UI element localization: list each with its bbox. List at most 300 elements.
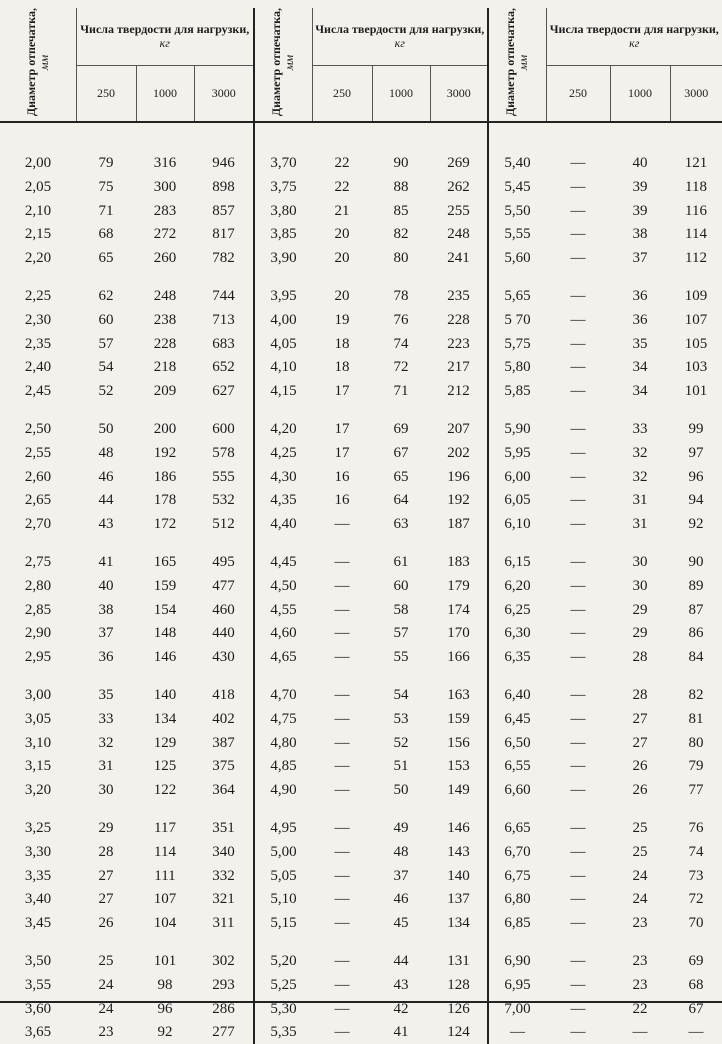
hardness-3000-cell: 418 bbox=[212, 686, 235, 703]
table-row bbox=[0, 911, 722, 935]
group-gap bbox=[0, 802, 722, 816]
hardness-1000-cell: 96 bbox=[157, 1000, 173, 1017]
load-3000-header: 3000 bbox=[670, 65, 722, 122]
diameter-cell: 5,40 bbox=[488, 151, 546, 175]
gap-cell bbox=[254, 935, 312, 949]
diameter-cell: 4,30 bbox=[254, 465, 312, 489]
hardness-1000-cell: 53 bbox=[393, 710, 409, 727]
gap-cell bbox=[546, 270, 610, 284]
rule-cell bbox=[312, 122, 372, 129]
diameter-cell: 6,75 bbox=[488, 864, 546, 888]
hardness-3000-cell: 187 bbox=[447, 516, 470, 533]
hardness-250-cell: 27 bbox=[98, 867, 114, 884]
hardness-250-cell: — bbox=[570, 1000, 586, 1017]
hardness-250-cell: 71 bbox=[98, 202, 114, 219]
diameter-cell: 2,15 bbox=[24, 226, 52, 243]
hardness-1000-cell: 218 bbox=[153, 359, 177, 376]
hardness-250-cell: 65 bbox=[98, 250, 114, 267]
gap-cell bbox=[488, 403, 546, 417]
hardness-1000-cell: 24 bbox=[632, 891, 648, 908]
hardness-3000-cell: 107 bbox=[684, 311, 708, 328]
hardness-3000-cell: 79 bbox=[688, 758, 704, 775]
hardness-3000-cell: — bbox=[688, 1024, 704, 1041]
hardness-1000-cell: 154 bbox=[153, 601, 177, 618]
hardness-250-cell: 20 bbox=[334, 288, 350, 305]
gap-cell bbox=[136, 669, 194, 683]
hardness-1000-cell: 200 bbox=[153, 421, 177, 438]
hardness-3000-cell: 103 bbox=[684, 359, 708, 376]
gap-cell bbox=[0, 536, 76, 550]
diameter-cell: 2,65 bbox=[24, 492, 52, 509]
hardness-3000-cell: 114 bbox=[685, 226, 707, 243]
hardness-3000-cell: 782 bbox=[212, 250, 235, 267]
table-row bbox=[0, 887, 722, 911]
gap-cell bbox=[76, 935, 136, 949]
gap-cell bbox=[546, 802, 610, 816]
diameter-cell: 4,60 bbox=[254, 622, 312, 646]
hardness-1000-cell: 74 bbox=[393, 335, 409, 352]
table-row bbox=[0, 308, 722, 332]
hardness-1000-cell: 49 bbox=[393, 819, 409, 836]
hardness-250-cell: — bbox=[334, 625, 350, 642]
spacer-cell bbox=[670, 129, 722, 151]
hardness-250-cell: 18 bbox=[334, 359, 350, 376]
hardness-1000-cell: 209 bbox=[153, 383, 177, 400]
hardness-250-cell: — bbox=[570, 976, 586, 993]
diameter-cell: 4,05 bbox=[254, 332, 312, 356]
hardness-1000-cell: 129 bbox=[153, 734, 177, 751]
gap-cell bbox=[372, 403, 430, 417]
diameter-cell: 2,30 bbox=[24, 311, 52, 328]
hardness-250-cell: 75 bbox=[98, 178, 114, 195]
hardness-3000-cell: 97 bbox=[688, 444, 704, 461]
diameter-cell: 6,90 bbox=[488, 949, 546, 973]
hardness-250-cell: 18 bbox=[334, 335, 350, 352]
hardness-3000-cell: 277 bbox=[212, 1024, 235, 1041]
diameter-cell: 4,20 bbox=[254, 417, 312, 441]
hardness-3000-cell: 156 bbox=[447, 734, 470, 751]
diameter-cell: 6,50 bbox=[488, 731, 546, 755]
rule-cell bbox=[136, 122, 194, 129]
diameter-cell: 6,05 bbox=[488, 489, 546, 513]
hardness-1000-cell: 23 bbox=[632, 915, 648, 932]
spacer-cell bbox=[194, 129, 254, 151]
rule-cell bbox=[0, 122, 76, 129]
spacer-cell bbox=[254, 129, 312, 151]
load-250-header: 250 bbox=[76, 65, 136, 122]
diameter-cell: 3,65 bbox=[24, 1024, 52, 1041]
hardness-1000-cell: 24 bbox=[632, 867, 648, 884]
hardness-3000-cell: 76 bbox=[688, 819, 704, 836]
group-gap bbox=[0, 669, 722, 683]
diameter-cell: 3,50 bbox=[24, 952, 52, 969]
hardness-250-cell: 20 bbox=[334, 250, 350, 267]
hardness-250-cell: 37 bbox=[98, 625, 114, 642]
diameter-cell: 5,00 bbox=[254, 840, 312, 864]
diameter-cell: 3,20 bbox=[24, 782, 52, 799]
hardness-3000-cell: 600 bbox=[212, 421, 235, 438]
gap-cell bbox=[670, 403, 722, 417]
hardness-250-cell: 43 bbox=[98, 516, 114, 533]
hardness-3000-cell: 118 bbox=[685, 178, 707, 195]
gap-cell bbox=[430, 270, 488, 284]
diameter-cell: 3,80 bbox=[254, 199, 312, 223]
hardness-1000-cell: 22 bbox=[632, 1000, 648, 1017]
hardness-250-cell: 68 bbox=[98, 226, 114, 243]
hardness-1000-cell: 28 bbox=[632, 649, 648, 666]
hardness-250-cell: — bbox=[570, 843, 586, 860]
hardness-1000-cell: 58 bbox=[393, 601, 409, 618]
hardness-1000-cell: 67 bbox=[393, 444, 409, 461]
hardness-3000-cell: 241 bbox=[447, 250, 470, 267]
hardness-250-cell: — bbox=[570, 444, 586, 461]
gap-cell bbox=[670, 270, 722, 284]
hardness-3000-cell: 713 bbox=[212, 311, 235, 328]
diameter-cell: 2,55 bbox=[24, 444, 52, 461]
load-250-header: 250 bbox=[312, 65, 372, 122]
hardness-250-cell: — bbox=[570, 758, 586, 775]
hardness-3000-cell: 126 bbox=[447, 1000, 470, 1017]
diameter-cell: 2,50 bbox=[24, 421, 52, 438]
hardness-1000-cell: 104 bbox=[153, 915, 177, 932]
hardness-3000-cell: 153 bbox=[447, 758, 470, 775]
hardness-1000-cell: 31 bbox=[632, 492, 648, 509]
group-gap bbox=[0, 403, 722, 417]
diameter-header-1: Диаметр отпечатка, мм bbox=[23, 8, 51, 117]
hardness-3000-cell: 124 bbox=[447, 1024, 470, 1041]
hardness-3000-cell: 89 bbox=[688, 577, 704, 594]
hardness-3000-cell: 235 bbox=[447, 288, 470, 305]
hardness-3000-cell: 84 bbox=[688, 649, 704, 666]
hardness-3000-cell: 578 bbox=[212, 444, 235, 461]
hardness-3000-cell: 555 bbox=[212, 468, 235, 485]
hardness-1000-cell: 28 bbox=[632, 686, 648, 703]
hardness-250-cell: — bbox=[334, 516, 350, 533]
diameter-cell: 2,00 bbox=[24, 155, 52, 172]
diameter-cell: 4,50 bbox=[254, 574, 312, 598]
table-row bbox=[0, 778, 722, 802]
diameter-cell: 5,05 bbox=[254, 864, 312, 888]
diameter-cell: 4,80 bbox=[254, 731, 312, 755]
hardness-3000-cell: 179 bbox=[447, 577, 470, 594]
hardness-3000-cell: 94 bbox=[688, 492, 704, 509]
hardness-250-cell: — bbox=[334, 915, 350, 932]
table-row bbox=[0, 683, 722, 707]
hardness-3000-cell: 223 bbox=[447, 335, 470, 352]
hardness-3000-cell: 121 bbox=[684, 155, 708, 172]
hardness-250-cell: 38 bbox=[98, 601, 114, 618]
diameter-cell: 2,45 bbox=[24, 383, 52, 400]
gap-cell bbox=[312, 536, 372, 550]
diameter-cell: 4,95 bbox=[254, 816, 312, 840]
hardness-3000-cell: 248 bbox=[447, 226, 470, 243]
hardness-250-cell: — bbox=[570, 250, 586, 267]
diameter-cell: 3,75 bbox=[254, 175, 312, 199]
hardness-3000-cell: 72 bbox=[688, 891, 704, 908]
hardness-3000-cell: 67 bbox=[688, 1000, 704, 1017]
hardness-1000-cell: 76 bbox=[393, 311, 409, 328]
table-row bbox=[0, 550, 722, 574]
hardness-1000-cell: 92 bbox=[157, 1024, 173, 1041]
table-row bbox=[0, 707, 722, 731]
diameter-cell: 6,30 bbox=[488, 622, 546, 646]
table-row bbox=[0, 645, 722, 669]
gap-cell bbox=[546, 669, 610, 683]
hardness-3000-cell: 196 bbox=[447, 468, 470, 485]
diameter-cell: 3,85 bbox=[254, 223, 312, 247]
gap-cell bbox=[372, 802, 430, 816]
hardness-1000-cell: 39 bbox=[632, 202, 648, 219]
table-row bbox=[0, 574, 722, 598]
hardness-1000-cell: 57 bbox=[393, 625, 409, 642]
hardness-3000-cell: 143 bbox=[447, 843, 470, 860]
diameter-cell: 3,95 bbox=[254, 284, 312, 308]
diameter-cell: 5,20 bbox=[254, 949, 312, 973]
diameter-cell: 4,70 bbox=[254, 683, 312, 707]
hardness-1000-cell: 172 bbox=[153, 516, 177, 533]
table-row bbox=[0, 1020, 722, 1044]
diameter-cell: 6,95 bbox=[488, 973, 546, 997]
hardness-250-cell: — bbox=[570, 952, 586, 969]
gap-cell bbox=[670, 536, 722, 550]
diameter-cell: 3,70 bbox=[254, 151, 312, 175]
gap-cell bbox=[136, 935, 194, 949]
hardness-1000-cell: 300 bbox=[153, 178, 177, 195]
hardness-1000-cell: 238 bbox=[153, 311, 177, 328]
rule-cell bbox=[610, 122, 670, 129]
hardness-250-cell: 17 bbox=[334, 444, 350, 461]
hardness-250-cell: — bbox=[570, 178, 586, 195]
diameter-cell: 2,25 bbox=[24, 288, 52, 305]
hardness-3000-cell: 90 bbox=[688, 554, 704, 570]
hardness-250-cell: 24 bbox=[98, 976, 114, 993]
table-row bbox=[0, 199, 722, 223]
diameter-cell: 4,85 bbox=[254, 754, 312, 778]
diameter-cell: 2,90 bbox=[24, 625, 52, 642]
diameter-cell: 5,15 bbox=[254, 911, 312, 935]
hardness-3000-cell: 105 bbox=[684, 335, 708, 352]
hardness-250-cell: 62 bbox=[98, 288, 114, 305]
hardness-3000-cell: 302 bbox=[212, 952, 235, 969]
hardness-250-cell: — bbox=[334, 867, 350, 884]
hardness-250-cell: 46 bbox=[98, 468, 114, 485]
hardness-250-cell: 32 bbox=[98, 734, 114, 751]
hardness-3000-cell: 73 bbox=[688, 867, 704, 884]
hardness-1000-cell: 45 bbox=[393, 915, 409, 932]
table-row bbox=[0, 949, 722, 973]
table-row bbox=[0, 816, 722, 840]
diameter-cell: 2,20 bbox=[24, 250, 52, 267]
table-row bbox=[0, 864, 722, 888]
hardness-3000-cell: 140 bbox=[447, 867, 470, 884]
group-gap bbox=[0, 536, 722, 550]
hardness-250-cell: 17 bbox=[334, 383, 350, 400]
rule-cell bbox=[76, 122, 136, 129]
hardness-1000-cell: 148 bbox=[153, 625, 177, 642]
hardness-250-cell: — bbox=[570, 601, 586, 618]
hardness-3000-cell: 128 bbox=[447, 976, 470, 993]
diameter-cell: 3,15 bbox=[24, 758, 52, 775]
diameter-cell: 4,40 bbox=[254, 512, 312, 536]
hardness-250-cell: — bbox=[334, 554, 350, 570]
hardness-250-cell: 31 bbox=[98, 758, 114, 775]
diameter-cell: 5,65 bbox=[488, 284, 546, 308]
spacer-cell bbox=[430, 129, 488, 151]
hardness-3000-cell: 946 bbox=[212, 155, 235, 172]
hardness-1000-cell: 30 bbox=[632, 554, 648, 570]
hardness-250-cell: — bbox=[570, 625, 586, 642]
hardness-3000-cell: 207 bbox=[447, 421, 470, 438]
diameter-cell: 3,05 bbox=[24, 710, 52, 727]
hardness-1000-cell: 101 bbox=[153, 952, 177, 969]
hardness-3000-cell: 116 bbox=[685, 202, 707, 219]
gap-cell bbox=[0, 802, 76, 816]
hardness-1000-cell: 80 bbox=[393, 250, 409, 267]
hardness-3000-cell: 477 bbox=[212, 577, 235, 594]
hardness-1000-cell: 64 bbox=[393, 492, 409, 509]
gap-cell bbox=[136, 802, 194, 816]
gap-cell bbox=[372, 935, 430, 949]
diameter-cell: 3,25 bbox=[24, 819, 52, 836]
hardness-1000-cell: 125 bbox=[153, 758, 177, 775]
hardness-250-cell: — bbox=[570, 1024, 586, 1041]
hardness-3000-cell: 262 bbox=[447, 178, 470, 195]
hardness-3000-cell: 332 bbox=[212, 867, 235, 884]
gap-cell bbox=[312, 669, 372, 683]
diameter-cell: 6,00 bbox=[488, 465, 546, 489]
diameter-cell: 6,70 bbox=[488, 840, 546, 864]
diameter-cell: 6,15 bbox=[488, 550, 546, 574]
hardness-1000-cell: 52 bbox=[393, 734, 409, 751]
hardness-1000-cell: 44 bbox=[393, 952, 409, 969]
hardness-3000-cell: 170 bbox=[447, 625, 470, 642]
gap-cell bbox=[430, 935, 488, 949]
hardness-250-cell: — bbox=[570, 516, 586, 533]
gap-cell bbox=[430, 802, 488, 816]
hardness-250-cell: — bbox=[334, 601, 350, 618]
hardness-3000-cell: 364 bbox=[212, 782, 235, 799]
gap-cell bbox=[372, 536, 430, 550]
hardness-1000-cell: 107 bbox=[153, 891, 177, 908]
gap-cell bbox=[430, 403, 488, 417]
gap-cell bbox=[610, 669, 670, 683]
hardness-250-cell: — bbox=[570, 226, 586, 243]
load-3000-header: 3000 bbox=[194, 65, 254, 122]
gap-cell bbox=[372, 270, 430, 284]
hardness-1000-cell: 23 bbox=[632, 976, 648, 993]
diameter-cell: 6,65 bbox=[488, 816, 546, 840]
gap-cell bbox=[430, 669, 488, 683]
hardness-250-cell: 24 bbox=[98, 1000, 114, 1017]
hardness-3000-cell: 166 bbox=[447, 649, 470, 666]
hardness-1000-cell: 34 bbox=[632, 383, 648, 400]
diameter-cell: 3,45 bbox=[24, 915, 52, 932]
hardness-3000-cell: 68 bbox=[688, 976, 704, 993]
gap-cell bbox=[546, 403, 610, 417]
diameter-cell: 4,55 bbox=[254, 598, 312, 622]
hardness-1000-cell: 31 bbox=[632, 516, 648, 533]
load-3000-header: 3000 bbox=[430, 65, 488, 122]
hardness-250-cell: 48 bbox=[98, 444, 114, 461]
diameter-cell: 7,00 bbox=[488, 997, 546, 1021]
diameter-cell: 4,15 bbox=[254, 379, 312, 403]
hardness-3000-cell: 159 bbox=[447, 710, 470, 727]
hardness-1000-cell: 35 bbox=[632, 335, 648, 352]
rule-cell bbox=[430, 122, 488, 129]
hardness-250-cell: — bbox=[334, 710, 350, 727]
hardness-3000-cell: 163 bbox=[447, 686, 470, 703]
hardness-3000-cell: 183 bbox=[447, 554, 470, 570]
hardness-250-cell: — bbox=[570, 577, 586, 594]
hardness-250-cell: — bbox=[334, 976, 350, 993]
hardness-250-cell: — bbox=[570, 359, 586, 376]
hardness-1000-cell: 260 bbox=[153, 250, 177, 267]
hardness-1000-cell: 248 bbox=[153, 288, 177, 305]
hardness-250-cell: 33 bbox=[98, 710, 114, 727]
table-row bbox=[0, 356, 722, 380]
hardness-3000-cell: 81 bbox=[688, 710, 704, 727]
hardness-1000-cell: 54 bbox=[393, 686, 409, 703]
hardness-1000-cell: 42 bbox=[393, 1000, 409, 1017]
gap-cell bbox=[610, 802, 670, 816]
table-row bbox=[0, 332, 722, 356]
hardness-250-cell: 54 bbox=[98, 359, 114, 376]
hardness-250-cell: — bbox=[570, 819, 586, 836]
hardness-3000-cell: 146 bbox=[447, 819, 470, 836]
load-1000-header: 1000 bbox=[136, 65, 194, 122]
hardness-250-cell: 17 bbox=[334, 421, 350, 438]
hardness-3000-cell: 321 bbox=[212, 891, 235, 908]
hardness-250-cell: — bbox=[570, 155, 586, 172]
spacer-cell bbox=[488, 129, 546, 151]
hardness-header-1: Числа твердости для нагрузки, кг bbox=[76, 8, 254, 65]
hardness-3000-cell: 137 bbox=[447, 891, 470, 908]
hardness-3000-cell: 86 bbox=[688, 625, 704, 642]
hardness-3000-cell: 286 bbox=[212, 1000, 235, 1017]
hardness-250-cell: — bbox=[570, 383, 586, 400]
table-row bbox=[0, 465, 722, 489]
rule-cell bbox=[372, 122, 430, 129]
diameter-cell: 4,00 bbox=[254, 308, 312, 332]
hardness-3000-cell: 440 bbox=[212, 625, 235, 642]
hardness-3000-cell: 495 bbox=[212, 554, 235, 570]
hardness-1000-cell: 283 bbox=[153, 202, 177, 219]
gap-cell bbox=[194, 536, 254, 550]
spacer-cell bbox=[0, 129, 76, 151]
table-row bbox=[0, 246, 722, 270]
gap-cell bbox=[254, 802, 312, 816]
hardness-1000-cell: 29 bbox=[632, 601, 648, 618]
diameter-cell: 5,35 bbox=[254, 1020, 312, 1044]
hardness-header-3: Числа твердости для нагрузки, кг bbox=[546, 8, 722, 65]
hardness-250-cell: — bbox=[570, 492, 586, 509]
diameter-cell: 6,45 bbox=[488, 707, 546, 731]
diameter-cell: 2,75 bbox=[24, 554, 52, 570]
gap-cell bbox=[488, 536, 546, 550]
diameter-cell: 4,45 bbox=[254, 550, 312, 574]
hardness-3000-cell: 82 bbox=[688, 686, 704, 703]
hardness-3000-cell: 652 bbox=[212, 359, 235, 376]
hardness-250-cell: 57 bbox=[98, 335, 114, 352]
diameter-cell: 4,75 bbox=[254, 707, 312, 731]
table-row bbox=[0, 512, 722, 536]
hardness-250-cell: — bbox=[334, 891, 350, 908]
hardness-3000-cell: 87 bbox=[688, 601, 704, 618]
load-250-header: 250 bbox=[546, 65, 610, 122]
diameter-cell: 5,75 bbox=[488, 332, 546, 356]
hardness-250-cell: — bbox=[570, 649, 586, 666]
diameter-cell: 3,10 bbox=[24, 734, 52, 751]
